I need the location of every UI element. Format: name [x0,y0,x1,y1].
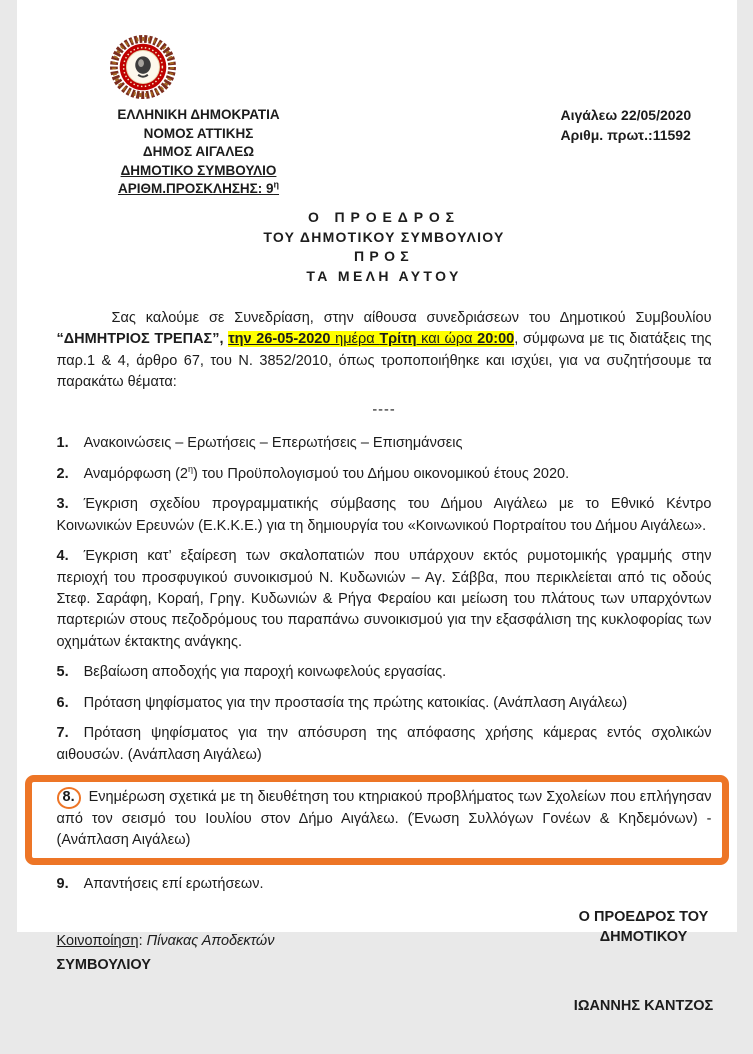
agenda-item-2 [57,464,712,485]
document-footer [57,904,712,1054]
signature-title-block [529,908,753,947]
agenda-item-4-text: Έγκριση κατ’ εξαίρεση των σκαλοπατιών που υπάρχουν εκτός ρυμοτομικής γραμμής στην περιοχή του προσφυγικού συνοικισμού Ν. Κυδωνιών – Αγ. Σάββα, που περικλείεται από τις οδούς Στεφ. Σαράφη, Κοραή, Γρηγ. Κυδωνιών & Ρήγα Φεραίου και μείωση του πλάτους των υπαρχόντων παρτεριών στους πεζοδρόμους του παραπάνω συνοικισμού για την εξασφάλιση της κυκλοφορίας των οχημάτων έκτακτης ανάγκης. [57,548,712,650]
agenda-item-9-text: Απαντήσεις επί ερωτήσεων. [84,876,264,892]
document-date: Αιγάλεω 22/05/2020 [561,105,731,125]
agenda-item-8-text: Ενημέρωση σχετικά με τη διευθέτηση του κτηριακού προβλήματος των Σχολείων που επλήγησαν από τον σεισμό του Ιουλίου στον Δήμο Αιγάλεω. (Ένωση Συλλόγων Γονέων & Κηδεμόνων) - (Ανάπλαση Αιγάλεω) [57,789,712,848]
agenda-item-6-text: Πρόταση ψηφίσματος για την προστασία της πρώτης κατοικίας. (Ανάπλαση Αιγάλεω) [84,695,628,711]
title-members: ΤΑ ΜΕΛΗ ΑΥΤΟΥ [57,267,712,287]
distribution-label: Κοινοποίηση [57,933,139,949]
meeting-time: 20:00 [477,331,514,347]
agenda-item-6 [57,693,712,714]
protocol-number: Αριθμ. πρωτ.:11592 [561,125,731,145]
org-line-council: ΔΗΜΟΤΙΚΟ ΣΥΜΒΟΥΛΙΟ [55,162,343,181]
agenda-item-1-text: Ανακοινώσεις – Ερωτήσεις – Επερωτήσεις – Επισημάνσεις [84,435,463,451]
document-page [17,0,737,932]
ordinal-superscript: η [188,464,193,474]
agenda-item-4-number: 4. [57,548,84,564]
agenda-item-2-text: Αναμόρφωση $(2^\eta)$ του Προϋπολογισμού του Δήμου οικονομικού έτους 2020. [84,466,570,482]
agenda-item-3 [57,494,712,537]
org-line-prefecture: ΝΟΜΟΣ ΑΤΤΙΚΗΣ [55,125,343,144]
agenda-item-7 [57,723,712,766]
agenda-item-3-text: Έγκριση σχεδίου προγραμματικής σύμβασης του Δήμου Αιγάλεω με το Εθνικό Κέντρο Κοινωνικών Ερευνών (Ε.Κ.Κ.Ε.) για τη δημιουργία του «Κοινωνικού Πορτραίτου του Δήμου Αιγάλεω». [57,496,712,533]
municipal-emblem-icon [109,36,177,100]
intro-paragraph [57,308,712,394]
agenda-item-2-number: 2. [57,466,84,482]
document-header [17,0,737,205]
org-line-republic: ΕΛΛΗΝΙΚΗ ΔΗΜΟΚΡΑΤΙΑ [55,106,343,125]
venue-name: “ΔΗΜΗΤΡΙΟΣ ΤΡΕΠΑΣ” [57,331,220,347]
meeting-date: την 26-05-2020 [228,331,330,347]
meeting-day: Τρίτη [379,331,416,347]
agenda-item-3-number: 3. [57,496,84,512]
agenda-item-1 [57,433,712,454]
emphasis-annotation-box [25,775,729,865]
agenda-item-5-number: 5. [57,664,84,680]
agenda-item-9 [57,874,712,895]
meeting-datetime-highlight: την 26-05-2020 ημέρα Τρίτη και ώρα 20:00 [228,331,514,347]
agenda-item-6-number: 6. [57,695,84,711]
agenda-item-4 [57,546,712,653]
signature-title-line2: ΔΗΜΟΤΙΚΟΥ [529,928,753,948]
agenda-item-8 [57,787,712,852]
agenda-item-1-number: 1. [57,435,84,451]
ordinal-superscript: η [274,180,280,190]
agenda-item-8-number: 8. [57,787,81,809]
org-line-invitation-number: ΑΡΙΘΜ.ΠΡΟΣΚΛΗΣΗΣ: $9^\eta$ [55,180,343,199]
date-protocol-block [561,105,731,145]
distribution-wrap-word: ΣΥΜΒΟΥΛΙΟΥ [57,955,151,976]
agenda-item-7-number: 7. [57,725,84,741]
document-title [57,208,712,286]
intro-lead: Σας καλούμε σε Συνεδρίαση, στην αίθουσα συνεδριάσεων του Δημοτικού Συμβουλίου [112,310,712,326]
intro-comma: , [220,331,229,347]
title-to: ΠΡΟΣ [57,247,712,267]
signature-title-line1: Ο ΠΡΟΕΔΡΟΣ ΤΟΥ [529,908,753,928]
title-president: Ο ΠΡΟΕΔΡΟΣ [57,208,712,228]
agenda-item-9-number: 9. [57,876,84,892]
issuing-authority-block [55,106,343,199]
agenda-item-5-text: Βεβαίωση αποδοχής για παροχή κοινωφελούς εργασίας. [84,664,447,680]
distribution-line: Κοινοποίηση: Πίνακας Αποδεκτών [57,931,275,952]
section-divider: ---- [57,400,712,421]
title-council: ΤΟΥ ΔΗΜΟΤΙΚΟΥ ΣΥΜΒΟΥΛΙΟΥ [57,228,712,248]
signatory-name: ΙΩΑΝΝΗΣ ΚΑΝΤΖΟΣ [529,996,753,1017]
org-line-municipality: ΔΗΜΟΣ ΑΙΓΑΛΕΩ [55,143,343,162]
intro-tail: , σύμφωνα με τις διατάξεις της παρ.1 & 4, άρθρο 67, του Ν. 3852/2010, όπως τροποποιήθηκε και ισχύει, για να συζητήσουμε τα παρακάτω θέματα: [57,331,712,390]
distribution-value: Πίνακας Αποδεκτών [147,933,275,949]
document-body [17,208,737,1054]
agenda-item-7-text: Πρόταση ψηφίσματος για την απόσυρση της απόφασης χρήσης κάμερας εντός σχολικών αιθουσών. (Ανάπλαση Αιγάλεω) [57,725,712,762]
agenda-item-5 [57,662,712,683]
